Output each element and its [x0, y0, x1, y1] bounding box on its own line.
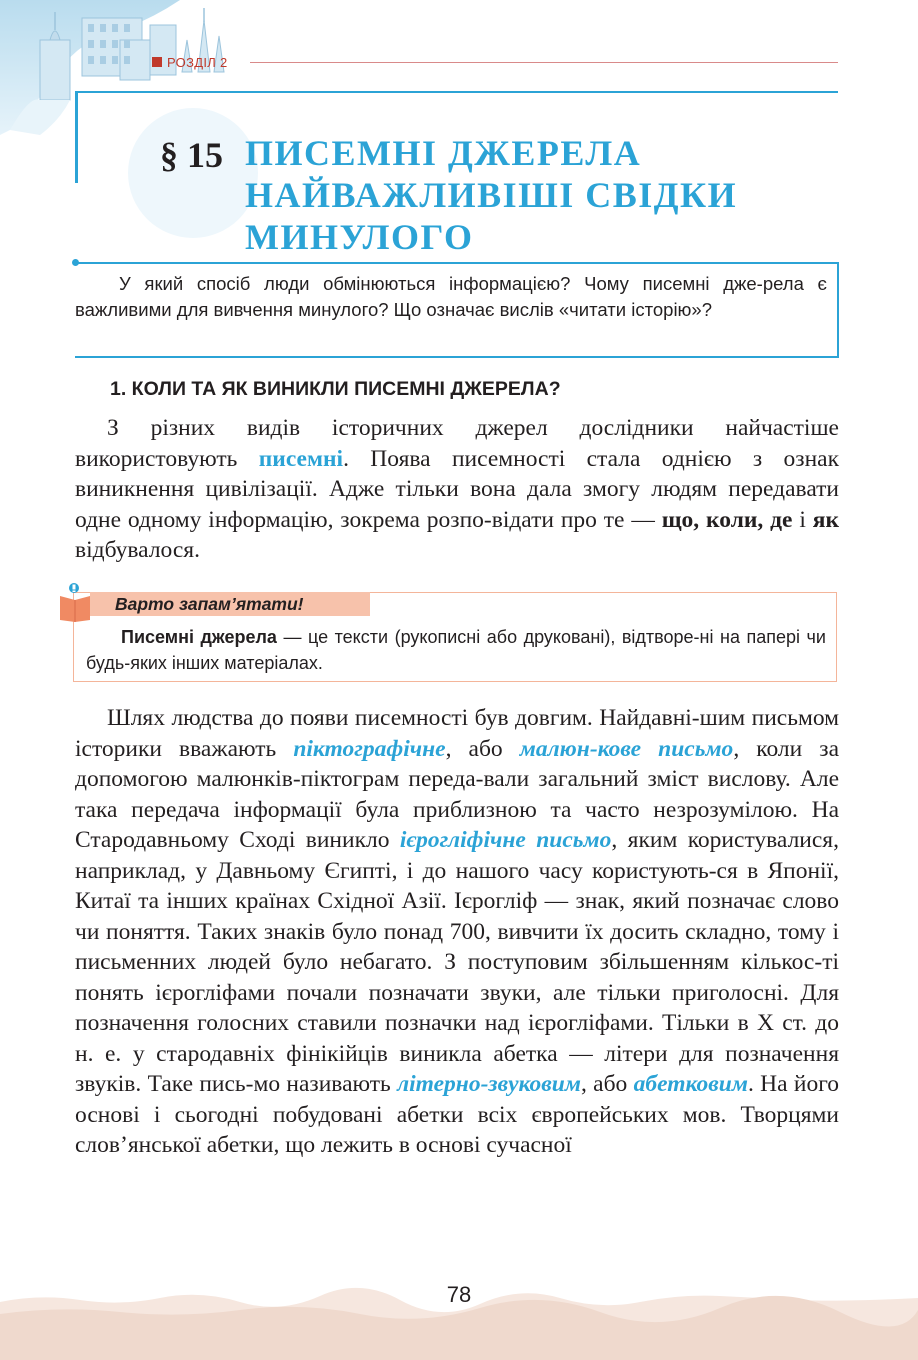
paragraph-number: § 15 — [160, 135, 223, 175]
section-divider — [250, 62, 838, 63]
questions-box-top-rule — [75, 262, 839, 264]
section-tag — [152, 54, 228, 70]
section-marker-square — [152, 57, 162, 67]
questions-box-bottom-rule — [75, 356, 839, 358]
remember-definition: — це тексти (рукописні або друковані), відтворе-ні на папері чи будь-яких інших матеріалах. — [86, 627, 826, 673]
remember-term: Писемні джерела — [121, 627, 277, 647]
text-run: і — [792, 506, 813, 533]
intro-questions-text: У який спосіб люди обмінюються інформацією? Чому писемні дже-рела є важливими для вивчення минулого? Що означає вислів «читати історію»? — [75, 273, 827, 320]
keyword: літерно-звуковим — [397, 1071, 581, 1097]
remember-text — [86, 624, 826, 676]
questions-box-right-rule — [837, 262, 839, 358]
text-run: , або — [445, 735, 520, 762]
text-run: Шлях людства до появи писемності був довгим. Найдавні-шим письмом історики вважають — [75, 705, 839, 762]
text-run: . На його основі і сьогодні побудовані абетки всіх європейських мов. Творцями слов’янської абетки, що лежить в основі сучасної — [75, 1071, 840, 1158]
text-run: , або — [580, 1071, 634, 1097]
remember-title: Варто запам’ятати! — [115, 594, 304, 614]
title-line-1: ПИСЕМНІ ДЖЕРЕЛА — [245, 133, 642, 173]
page-number: 78 — [446, 1282, 472, 1307]
title-line-3: МИНУЛОГО — [245, 217, 474, 257]
keyword: ієрогліфічне письмо — [399, 827, 612, 853]
keyword: піктографічне — [293, 735, 446, 762]
text-run: , яким користувалися, наприклад, у Давньому Єгипті, і до нашого часу користують-ся в Японії, Китаї та інших країнах Східної Азії. Ієрогліф — знак, який позначає слово чи поняття. Таких знаків було понад 700, вивчити їх досить складно, тому і письменних людей було небагато. З поступовим збільшенням кількос-ті понять ієрогліфами почали позначати звуки, але тільки приголосні. Для позначення голосних ставили позначки над ієрогліфами. Тільки в X ст. до н. е. у стародавніх фінікійців виникла абетка — літери для позначення звуків. Таке пись-мо називають — [75, 827, 839, 1097]
text-run: відбувалося. — [75, 537, 200, 563]
title-line-2: НАЙВАЖЛИВІШІ СВІДКИ — [245, 175, 738, 215]
text-run: . Поява писемності стала однією з ознак виникнення цивілізації. Адже тільки вона дала змогу людям передавати одне одному інформацію, зокрема розпо-відати про те — — [75, 445, 839, 533]
keyword: абетковим — [633, 1071, 748, 1097]
section-heading: 1. КОЛИ ТА ЯК ВИНИКЛИ ПИСЕМНІ ДЖЕРЕЛА? — [110, 378, 561, 400]
bold-term: як — [812, 506, 839, 533]
body-paragraph-2 — [75, 703, 839, 1161]
section-label: РОЗДІЛ 2 — [167, 54, 228, 70]
exclamation-book-icon — [58, 582, 92, 622]
text-run: , коли за допомогою малюнків-піктограм переда-вали загальний зміст вислову. Але така передача інформації була приблизною та часто незрозумілою. На Стародавньому Сході виникло — [75, 735, 839, 853]
title-left-rule — [75, 91, 78, 183]
keyword: писемні — [258, 445, 344, 472]
page-title — [245, 132, 845, 258]
body-paragraph-1 — [75, 413, 839, 566]
text-run: З різних видів історичних джерел дослідники найчастіше використовують — [75, 415, 839, 472]
title-top-rule — [75, 91, 838, 93]
bold-term: що, коли, де — [661, 506, 793, 533]
keyword: малюн-кове письмо — [519, 735, 734, 762]
intro-questions — [75, 271, 827, 323]
